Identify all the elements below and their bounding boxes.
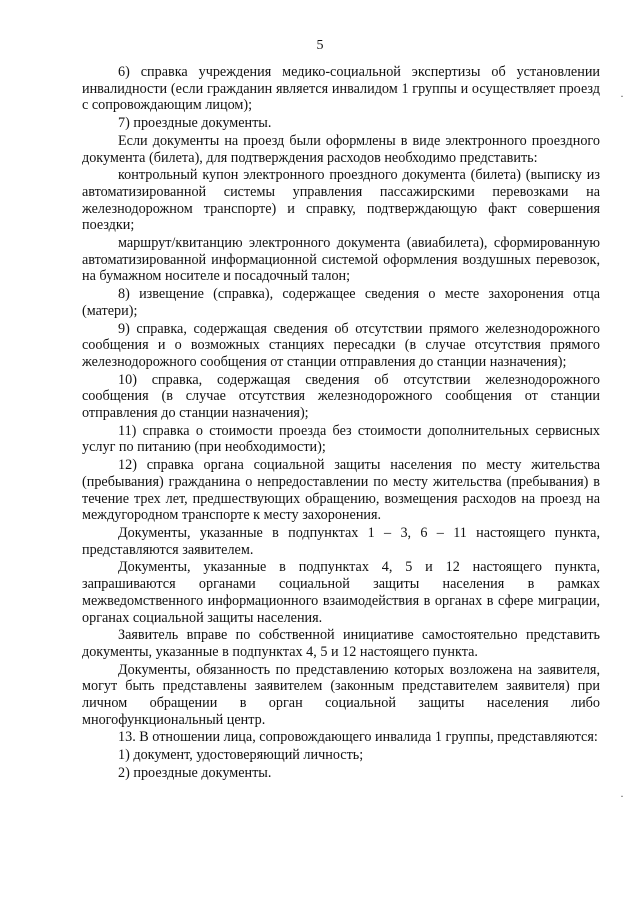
paragraph-item-6: 6) справка учреждения медико-социальной экспертизы об установлении инвалидности (если гражданин является инвалидом 1 группы и осуществляет проезд с сопровождающим лицом);: [82, 64, 600, 114]
paragraph-item-7: 7) проездные документы.: [118, 115, 272, 132]
paragraph-air-receipt: маршрут/квитанцию электронного документа (авиабилета), сформированную автоматизированной информационной системой оформления воздушных перевозок, на бумажном носителе и посадочный талон;: [82, 235, 600, 285]
paragraph-item-13: 13. В отношении лица, сопровождающего инвалида 1 группы, представляются:: [118, 729, 598, 746]
document-body: [82, 64, 600, 783]
paragraph-rail-coupon: контрольный купон электронного проездного документа (билета) (выписку из автоматизированной системы управления пассажирскими перевозками на железнодорожном транспорте) и справку, подтверждающую факт совершения поездки;: [82, 167, 600, 234]
paragraph-item-9: 9) справка, содержащая сведения об отсутствии прямого железнодорожного сообщения и о возможных станциях пересадки (в случае отсутствия прямого железнодорожного сообщения от станции отправления до станции назначения);: [82, 320, 600, 370]
paragraph-item-8: 8) извещение (справка), содержащее сведения о месте захоронения отца (матери);: [82, 286, 600, 319]
paragraph-item-13-1: 1) документ, удостоверяющий личность;: [118, 747, 364, 764]
paragraph-item-11: 11) справка о стоимости проезда без стоимости дополнительных сервисных услуг по питанию (при необходимости);: [82, 422, 600, 456]
paragraph-submitted-by-applicant: Документы, указанные в подпунктах 1 – 3, 6 – 11 настоящего пункта, представляются заявителем.: [82, 524, 600, 558]
paragraph-requested-by-agencies: Документы, указанные в подпунктах 4, 5 и 12 настоящего пункта, запрашиваются органами социальной защиты населения в рамках межведомственного информационного взаимодействия в органах в сфере миграции, органах социальной защиты населения.: [82, 559, 600, 626]
paragraph-applicant-right: Заявитель вправе по собственной инициативе самостоятельно представить документы, указанные в подпунктах 4, 5 и 12 настоящего пункта.: [82, 627, 600, 660]
paragraph-item-12: 12) справка органа социальной защиты населения по месту жительства (пребывания) гражданина о непредоставлении по месту жительства (пребывания) в течение трех лет, предшествующих обращению, возмещения расходов на проезд на междугородном транспорте к месту захоронения.: [82, 457, 600, 524]
margin-dot-mark: ·: [620, 789, 624, 803]
margin-dot-mark: ·: [620, 89, 624, 103]
paragraph-obligation: Документы, обязанность по представлению которых возложена на заявителя, могут быть представлены заявителем (законным представителем заявителя) при личном обращении в орган социальной защиты населения либо многофункциональный центр.: [82, 661, 600, 728]
page-number: 5: [316, 38, 324, 53]
paragraph-electronic-docs: Если документы на проезд были оформлены в виде электронного проездного документа (билета), для подтверждения расходов необходимо представить:: [82, 132, 600, 166]
paragraph-item-13-2: 2) проездные документы.: [118, 764, 272, 781]
paragraph-item-10: 10) справка, содержащая сведения об отсутствии железнодорожного сообщения (в случае отсутствия железнодорожного сообщения от станции отправления до станции назначения);: [82, 371, 600, 422]
